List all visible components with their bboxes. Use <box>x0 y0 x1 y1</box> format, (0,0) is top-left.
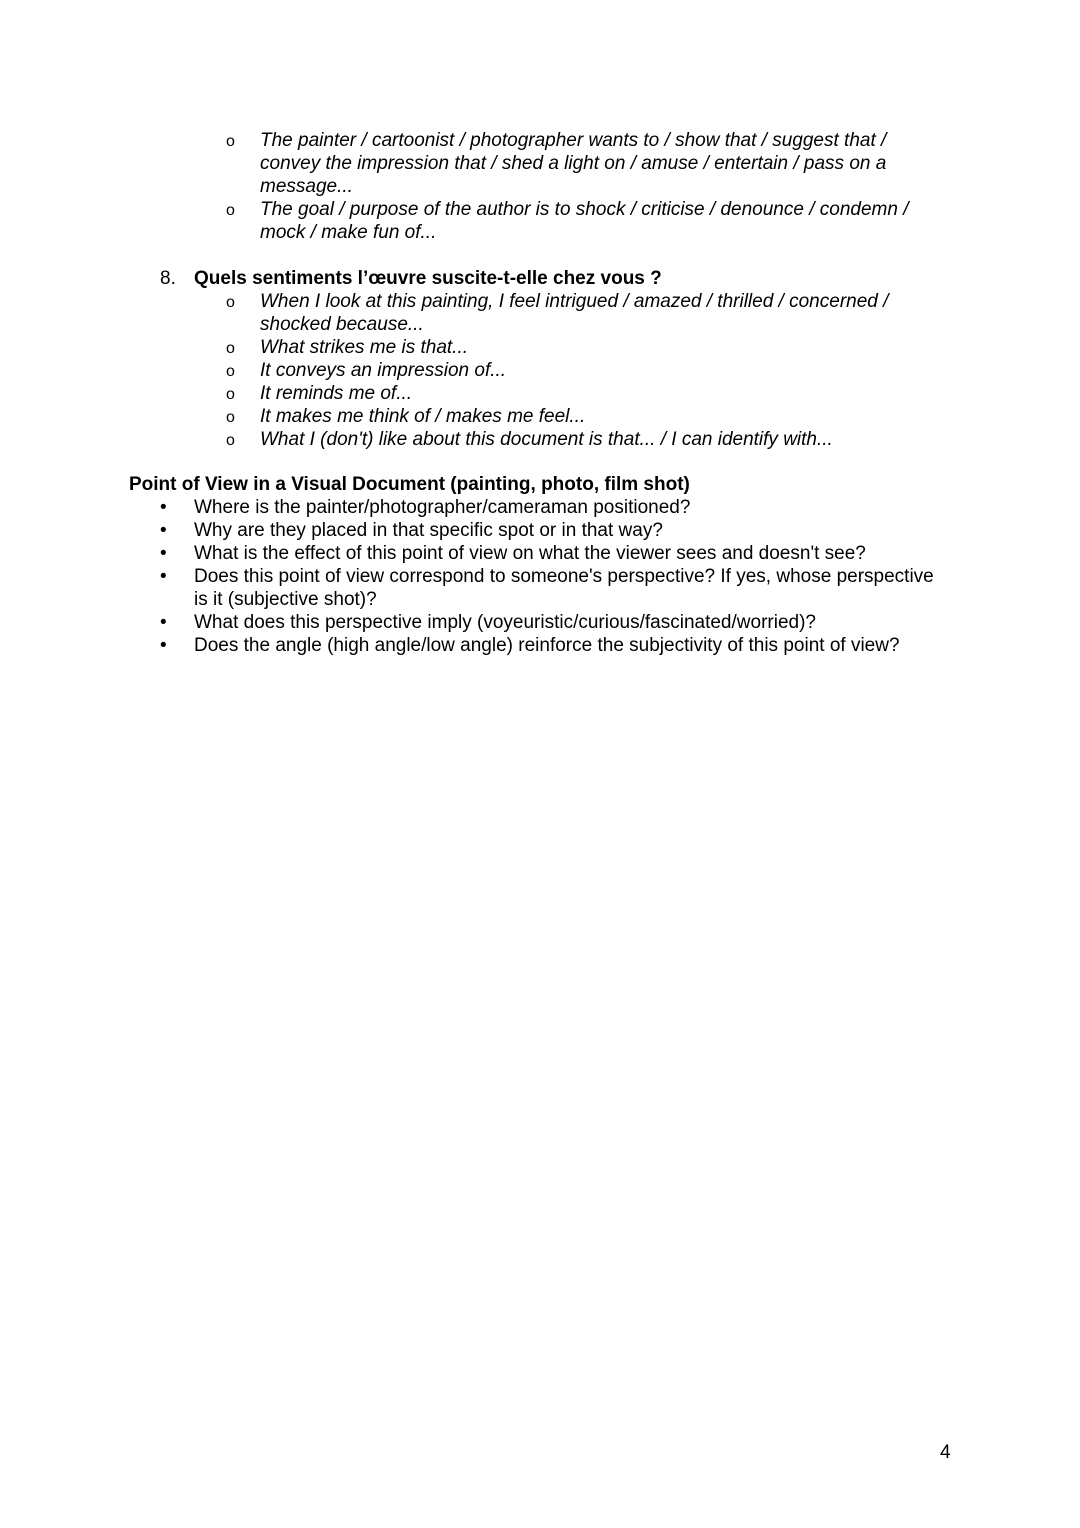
item-text: It reminds me of... <box>260 383 413 404</box>
list-item <box>0 382 950 405</box>
circle-bullet-icon: o <box>226 409 235 426</box>
bullet-icon: • <box>160 520 167 541</box>
item-text: Why are they placed in that specific spot or in that way? <box>194 520 663 541</box>
list-item <box>0 405 950 428</box>
list-item <box>0 519 944 542</box>
item-text: When I look at this painting, I feel intrigued / amazed / thrilled / concerned / shocked because... <box>260 291 889 335</box>
circle-bullet-icon: o <box>226 133 235 150</box>
circle-bullet-icon: o <box>226 363 235 380</box>
bullet-icon: • <box>160 497 167 518</box>
bullet-icon: • <box>160 635 167 656</box>
list-item <box>0 565 944 611</box>
list-item <box>0 359 950 382</box>
section7-list <box>0 129 950 244</box>
item-text: It conveys an impression of... <box>260 360 507 381</box>
list-item <box>0 198 950 244</box>
item-text: It makes me think of / makes me feel... <box>260 406 586 427</box>
circle-bullet-icon: o <box>226 202 235 219</box>
item-text: Where is the painter/photographer/cameraman positioned? <box>194 497 691 518</box>
circle-bullet-icon: o <box>226 294 235 311</box>
point-of-view-list <box>0 496 944 657</box>
item-text: Does this point of view correspond to someone's perspective? If yes, whose perspective is it (subjective shot)? <box>194 566 934 610</box>
page-number: 4 <box>940 1442 951 1463</box>
list-item <box>0 611 944 634</box>
circle-bullet-icon: o <box>226 386 235 403</box>
circle-bullet-icon: o <box>226 340 235 357</box>
question-8-heading <box>160 267 662 290</box>
list-item <box>0 336 950 359</box>
item-text: The painter / cartoonist / photographer wants to / show that / suggest that / convey the impression that / shed a light on / amuse / entertain / pass on a message... <box>260 130 887 197</box>
list-item <box>0 290 950 336</box>
item-text: What I (don't) like about this document is that... / I can identify with... <box>260 429 833 450</box>
bullet-icon: • <box>160 612 167 633</box>
circle-bullet-icon: o <box>226 432 235 449</box>
section-heading: Point of View in a Visual Document (painting, photo, film shot) <box>129 474 690 495</box>
question-title: Quels sentiments l’œuvre suscite-t-elle chez vous ? <box>194 268 662 289</box>
bullet-icon: • <box>160 566 167 587</box>
item-text: What does this perspective imply (voyeuristic/curious/fascinated/worried)? <box>194 612 816 633</box>
item-text: Does the angle (high angle/low angle) reinforce the subjectivity of this point of view? <box>194 635 900 656</box>
question-number: 8. <box>160 268 176 289</box>
item-text: What strikes me is that... <box>260 337 468 358</box>
question-8-list <box>0 290 950 451</box>
item-text: What is the effect of this point of view on what the viewer sees and doesn't see? <box>194 543 866 564</box>
list-item <box>0 129 950 198</box>
list-item <box>0 428 950 451</box>
item-text: The goal / purpose of the author is to shock / criticise / denounce / condemn / mock / make fun of... <box>260 199 909 243</box>
list-item <box>0 496 944 519</box>
list-item <box>0 634 944 657</box>
list-item <box>0 542 944 565</box>
bullet-icon: • <box>160 543 167 564</box>
